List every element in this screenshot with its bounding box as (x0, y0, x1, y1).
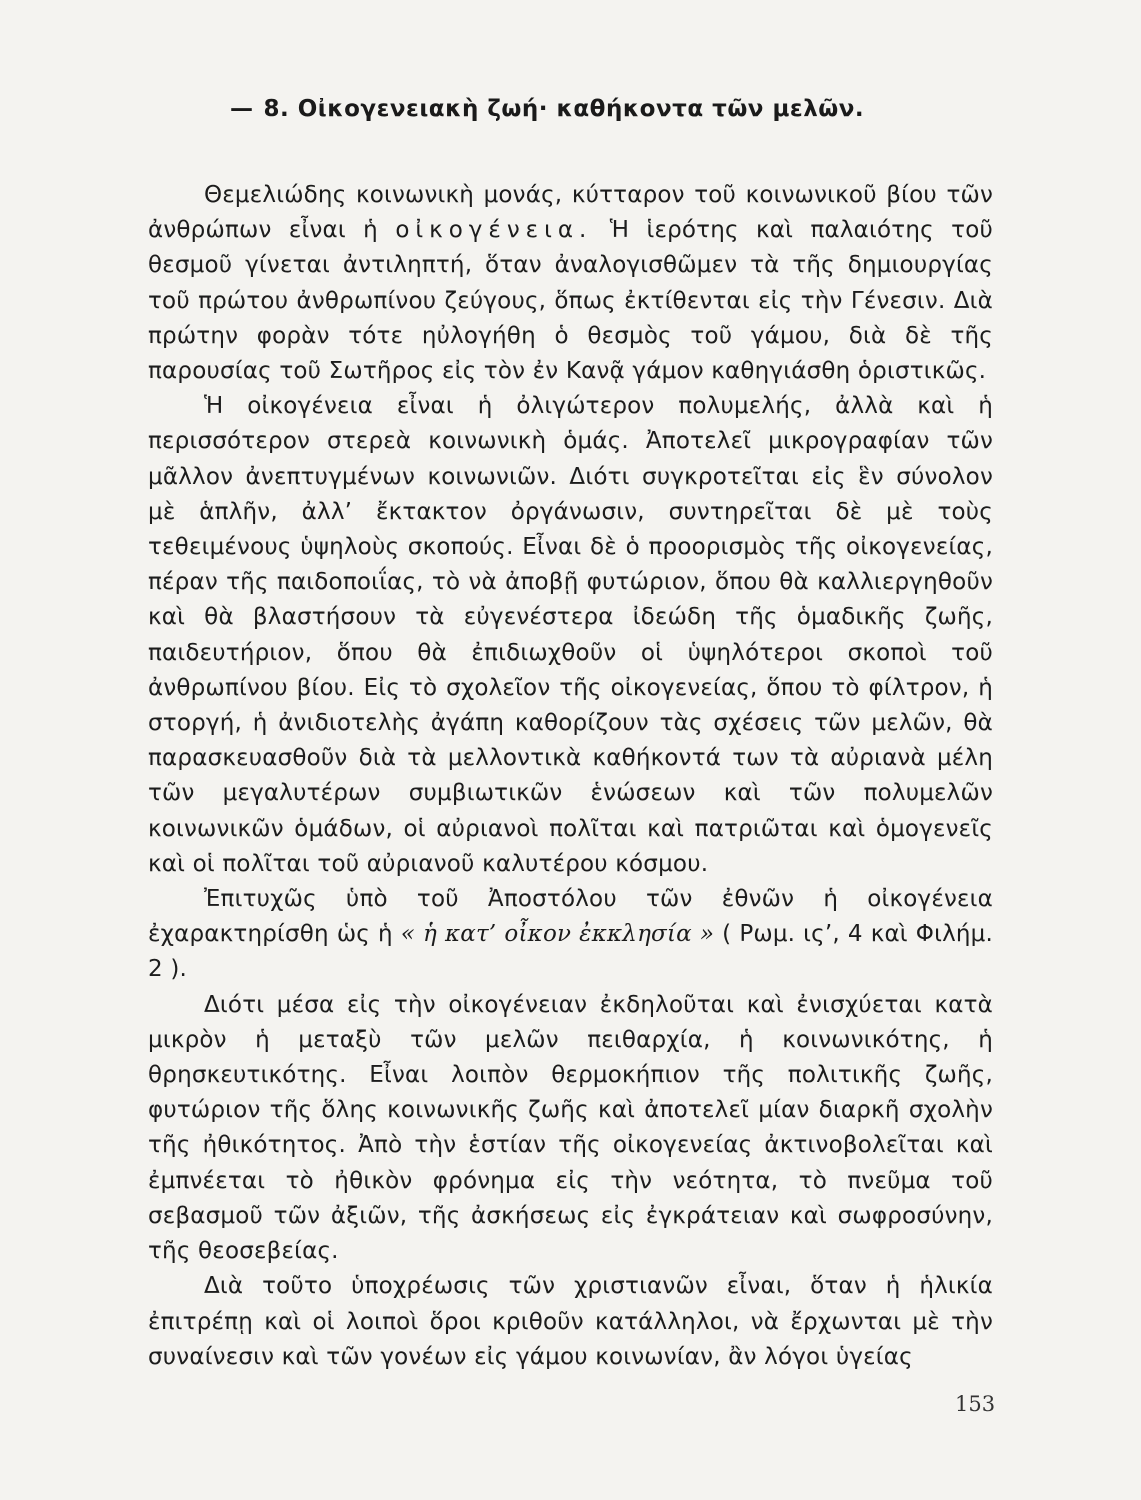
section-heading (230, 96, 930, 122)
paragraph-2: Ἡ οἰκογένεια εἶναι ἡ ὀλιγώτερον πολυμελής, ἀλλὰ καὶ ἡ περισσότερον στερεὰ κοινωνικὴ ὁμάς. Ἀποτελεῖ μικρογραφίαν τῶν μᾶλλον ἀνεπτυγμένων κοινωνιῶν. Διότι συγκροτεῖται εἰς ἓν σύνολον μὲ ἁπλῆν, ἀλλ’ ἔκτακτον ὀργάνωσιν, συντηρεῖται δὲ μὲ τοὺς τεθειμένους ὑψηλοὺς σκοπούς. Εἶναι δὲ ὁ προορισμὸς τῆς οἰκογενείας, πέραν τῆς παιδοποιΐας, τὸ νὰ ἀποβῇ φυτώριον, ὅπου θὰ καλλιεργηθοῦν καὶ θὰ βλαστήσουν τὰ εὐγενέστερα ἰδεώδη τῆς ὁμαδικῆς ζωῆς, παιδευτήριον, ὅπου θὰ ἐπιδιωχθοῦν οἱ ὑψηλότεροι σκοποὶ τοῦ ἀνθρωπίνου βίου. Εἰς τὸ σχολεῖον τῆς οἰκογενείας, ὅπου τὸ φίλτρον, ἡ στοργή, ἡ ἀνιδιοτελὴς ἀγάπη καθορίζουν τὰς σχέσεις τῶν μελῶν, θὰ παρασκευασθοῦν διὰ τὰ μελλοντικὰ καθήκοντά των τὰ αὐριανὰ μέλη τῶν μεγαλυτέρων συμβιωτικῶν ἑνώσεων καὶ τῶν πολυμελῶν κοινωνικῶν ὁμάδων, οἱ αὐριανοὶ πολῖται καὶ πατριῶται καὶ ὁμογενεῖς καὶ οἱ πολῖται τοῦ αὐριανοῦ καλυτέρου κόσμου. (148, 393, 993, 877)
heading-dash: — (230, 96, 254, 122)
page-number: 153 (955, 1392, 996, 1416)
scripture-quote: « ἡ κατ’ οἶκον ἐκκλησία » (400, 921, 715, 948)
paragraph-1-text-a: Θεμελιώδης κοινωνικὴ μονάς, κύτταρον τοῦ κοινωνικοῦ βίου τῶν ἀνθρώπων εἶναι ἡ (148, 182, 993, 244)
heading-text: 8. Οἰκογενειακὴ ζωή· καθήκοντα τῶν μελῶν. (263, 96, 865, 122)
spaced-term: οἰκογένεια. (395, 217, 593, 244)
body-text (148, 178, 993, 1375)
scripture-reference: ( Ρωμ. ις’, 4 καὶ Φιλήμ. 2 ). (148, 921, 993, 983)
paragraph-1-text-b: Ἡ ἱερότης καὶ παλαιότης τοῦ θεσμοῦ γίνεται ἀντιληπτή, ὅταν ἀναλογισθῶμεν τὰ τῆς δημιουργίας τοῦ πρώτου ἀνθρωπίνου ζεύγους, ὅπως ἐκτίθενται εἰς τὴν Γένεσιν. Διὰ πρώτην φορὰν τότε ηὐλογήθη ὁ θεσμὸς τοῦ γάμου, διὰ δὲ τῆς παρουσίας τοῦ Σωτῆρος εἰς τὸν ἐν Κανᾷ γάμον καθηγιάσθη ὁριστικῶς. (148, 217, 993, 385)
paragraph-3 (148, 882, 993, 988)
paragraph-5: Διὰ τοῦτο ὑποχρέωσις τῶν χριστιανῶν εἶναι, ὅταν ἡ ἡλικία ἐπιτρέπῃ καὶ οἱ λοιποὶ ὅροι κριθοῦν κατάλληλοι, νὰ ἔρχωνται μὲ τὴν συναίνεσιν καὶ τῶν γονέων εἰς γάμου κοινωνίαν, ἂν λόγοι ὑγείας (148, 1273, 993, 1370)
paragraph-1 (148, 178, 993, 389)
paragraph-4: Διότι μέσα εἰς τὴν οἰκογένειαν ἐκδηλοῦται καὶ ἐνισχύεται κατὰ μικρὸν ἡ μεταξὺ τῶν μελῶν πειθαρχία, ἡ κοινωνικότης, ἡ θρησκευτικότης. Εἶναι λοιπὸν θερμοκήπιον τῆς πολιτικῆς ζωῆς, φυτώριον τῆς ὅλης κοινωνικῆς ζωῆς καὶ ἀποτελεῖ μίαν διαρκῆ σχολὴν τῆς ἠθικότητος. Ἀπὸ τὴν ἑστίαν τῆς οἰκογενείας ἀκτινοβολεῖται καὶ ἐμπνέεται τὸ ἠθικὸν φρόνημα εἰς τὴν νεότητα, τὸ πνεῦμα τοῦ σεβασμοῦ τῶν ἀξιῶν, τῆς ἀσκήσεως εἰς ἐγκράτειαν καὶ σωφροσύνην, τῆς θεοσεβείας. (148, 991, 993, 1265)
paragraph-3-text-a: Ἐπιτυχῶς ὑπὸ τοῦ Ἀποστόλου τῶν ἐθνῶν ἡ οἰκογένεια ἐχαρακτηρίσθη ὡς ἡ (148, 886, 993, 948)
